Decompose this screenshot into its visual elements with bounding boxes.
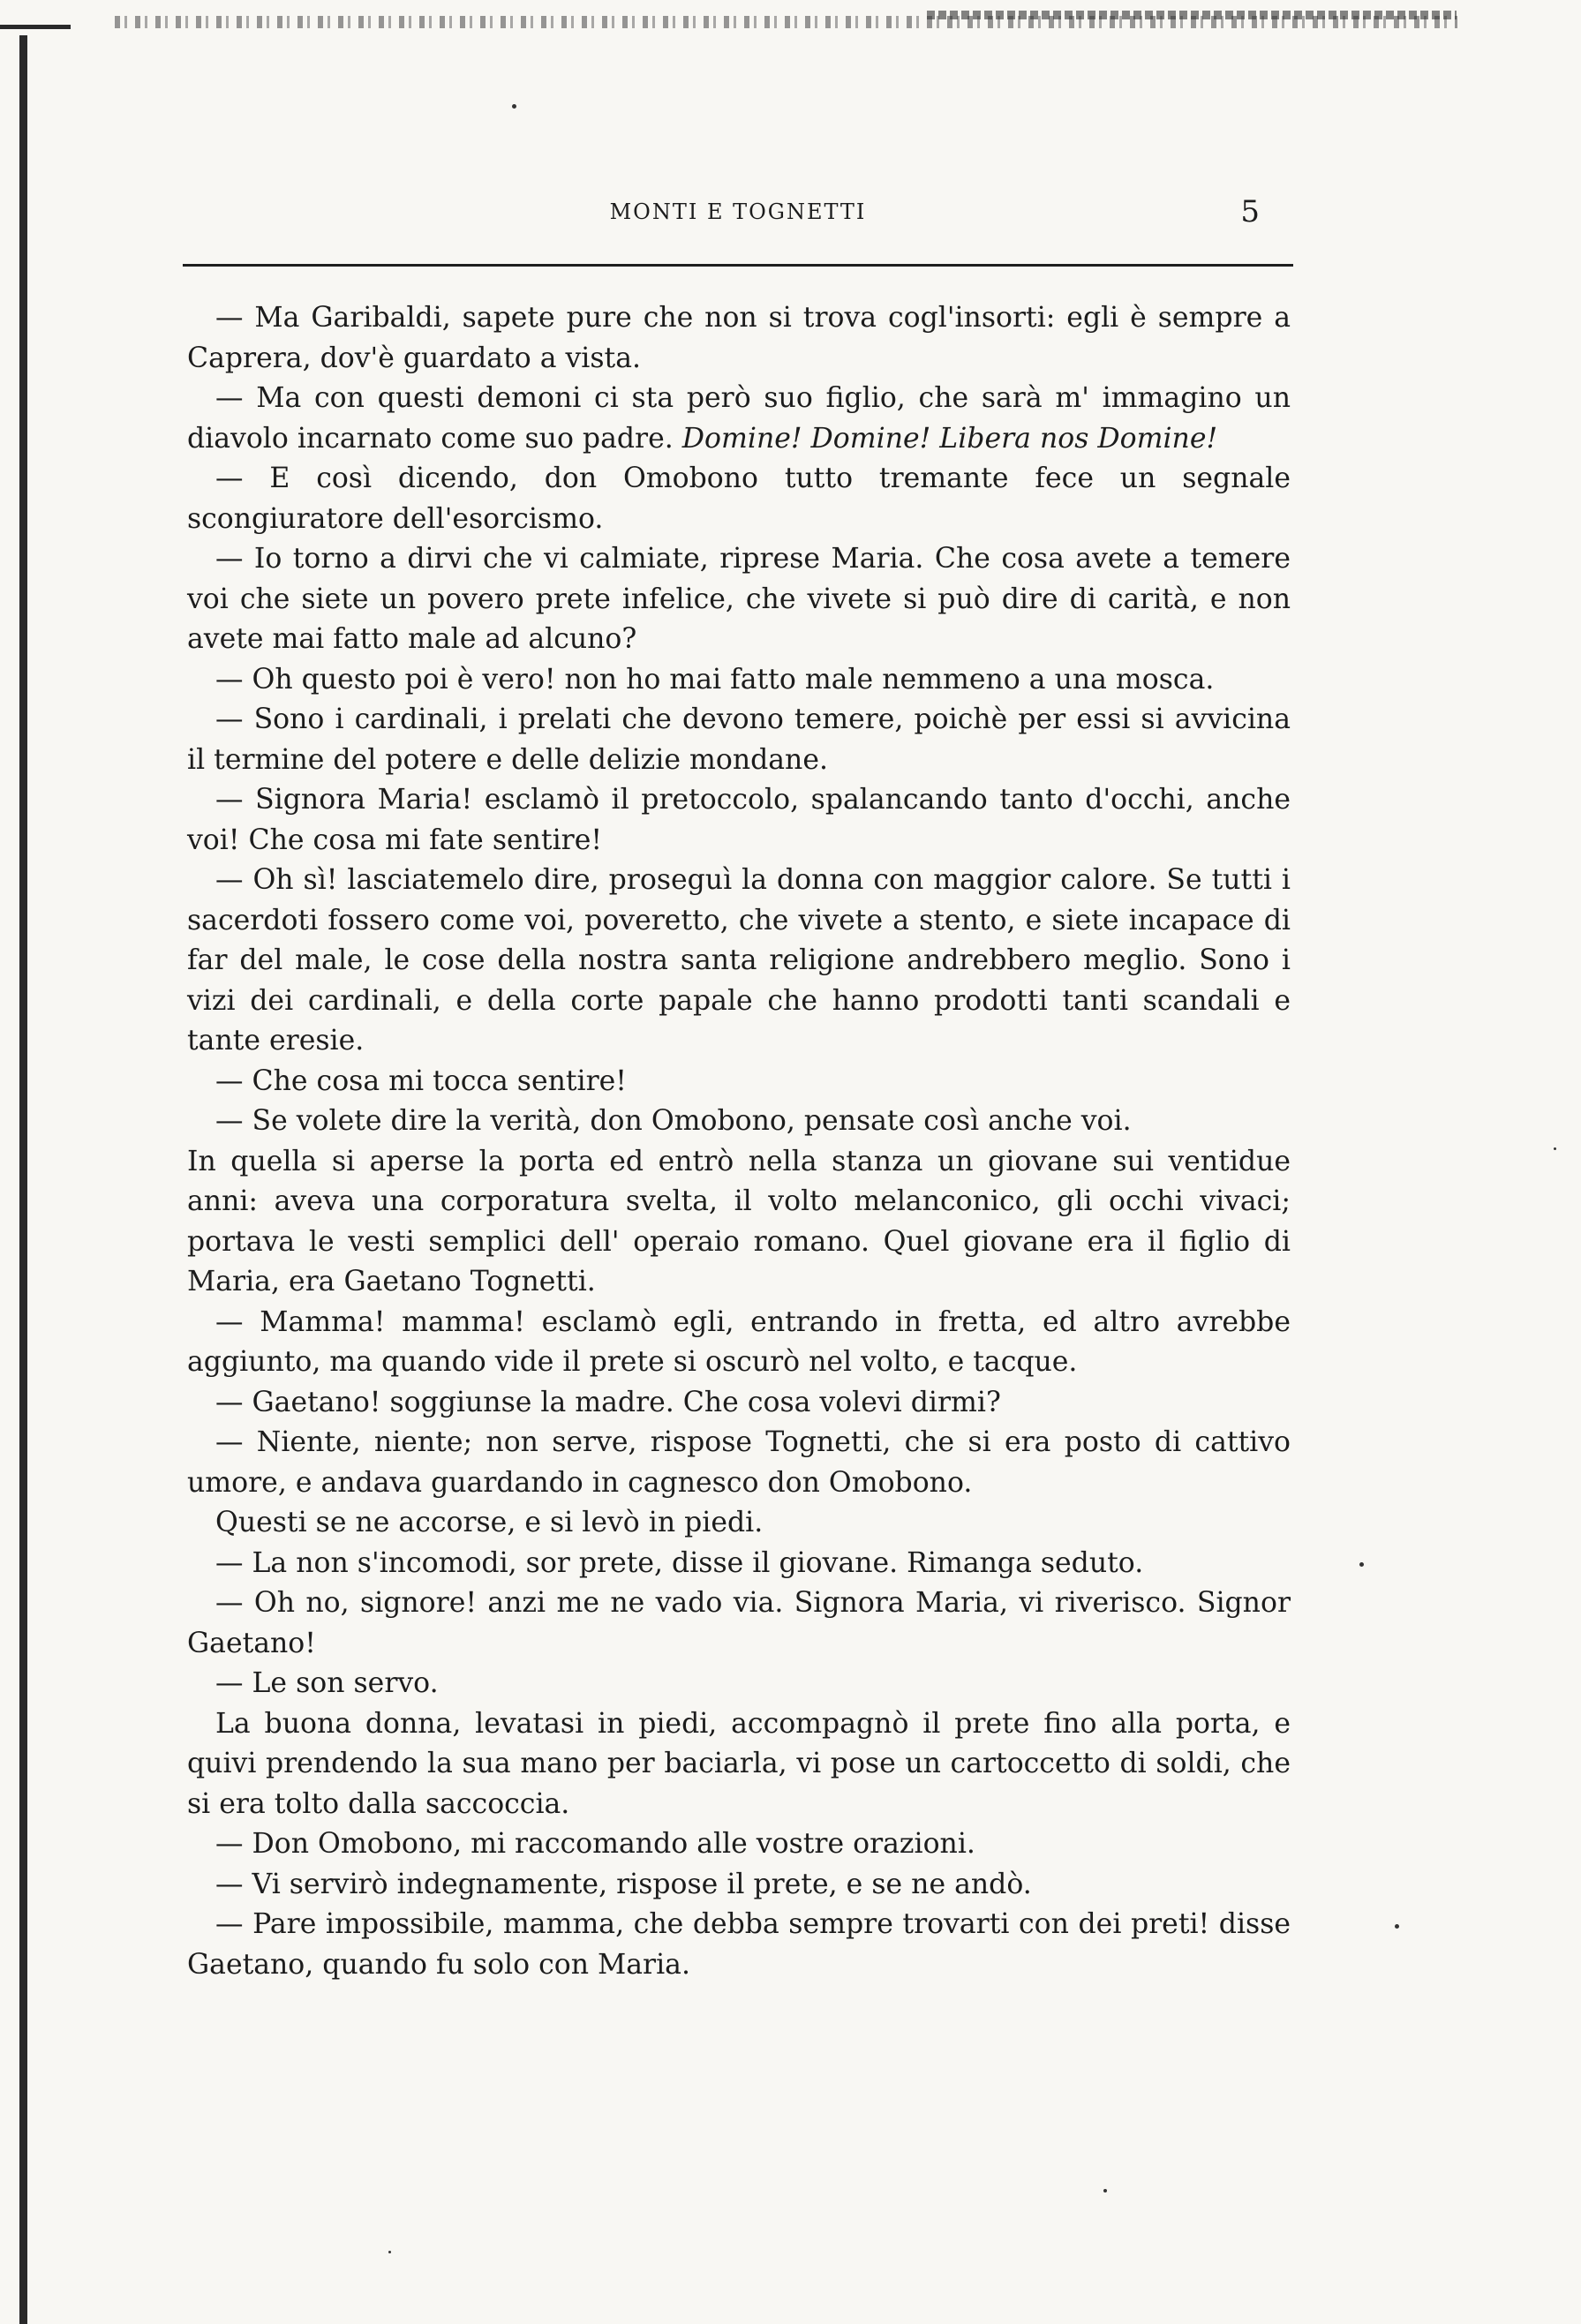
paragraph-17: — Oh no, signore! anzi me ne vado via. Signora Maria, vi riverisco. Signor Gaetano!	[187, 1587, 1291, 1659]
scan-speck	[1554, 1147, 1556, 1150]
binding-edge	[19, 35, 27, 2324]
scan-speck	[388, 2251, 391, 2253]
body-text	[187, 298, 1291, 2055]
paragraph-6: — Sono i cardinali, i prelati che devono temere, poichè per essi si avvicina il termine del potere e delle delizie mondane.	[187, 703, 1291, 776]
paragraph-5: — Oh questo poi è vero! non ho mai fatto male nemmeno a una mosca.	[215, 663, 1215, 696]
paragraph-22: — Pare impossibile, mamma, che debba sempre trovarti con dei preti! disse Gaetano, quando fu solo con Maria.	[187, 1908, 1291, 1981]
paragraph-2: — Ma con questi demoni ci sta però suo figlio, che sarà m' immagino un diavolo incarnato come suo padre. Domine! Domine! Libera nos Domine!	[187, 382, 1291, 455]
scan-speck	[1359, 1562, 1364, 1567]
paragraph-20: — Don Omobono, mi raccomando alle vostre orazioni.	[215, 1828, 975, 1860]
paragraph-18: — Le son servo.	[215, 1667, 439, 1699]
scan-speck	[512, 104, 516, 109]
paragraph-16: — La non s'incomodi, sor prete, disse il giovane. Rimanga seduto.	[215, 1546, 1144, 1579]
scan-speck	[1395, 1924, 1399, 1929]
paragraph-19: La buona donna, levatasi in piedi, accompagnò il prete fino alla porta, e quivi prendendo la sua mano per baciarla, vi pose un cartoccetto di soldi, che si era tolto dalla saccoccia.	[187, 1707, 1291, 1820]
paragraph-14: — Niente, niente; non serve, rispose Tognetti, che si era posto di cattivo umore, e andava guardando in cagnesco don Omobono.	[187, 1426, 1291, 1499]
paragraph-21: — Vi servirò indegnamente, rispose il prete, e se ne andò.	[215, 1868, 1032, 1900]
binding-edge-top	[0, 25, 71, 29]
paragraph-9: — Che cosa mi tocca sentire!	[215, 1064, 627, 1097]
paragraph-1: — Ma Garibaldi, sapete pure che non si trova cogl'insorti: egli è sempre a Caprera, dov'è guardato a vista.	[187, 302, 1291, 374]
paragraph-10: — Se volete dire la verità, don Omobono, pensate così anche voi.	[215, 1105, 1132, 1137]
paragraph-7: — Signora Maria! esclamò il pretoccolo, spalancando tanto d'occhi, anche voi! Che cosa mi fate sentire!	[187, 784, 1291, 856]
scan-edge-top-dark	[927, 11, 1457, 19]
paragraph-8: — Oh sì! lasciatemelo dire, proseguì la donna con maggior calore. Se tutti i sacerdoti fossero come voi, poveretto, che vivete a stento, e siete incapace di far del male, le cose della nostra santa religione andrebbero meglio. Sono i vizi dei cardinali, e della corte papale che hanno prodotti tanti scandali e tante eresie.	[187, 864, 1291, 1057]
running-head	[183, 196, 1293, 231]
paragraph-11: In quella si aperse la porta ed entrò nella stanza un giovane sui ventidue anni: aveva una corporatura svelta, il volto melanconico, gli occhi vivaci; portava le vesti semplici dell' operaio romano. Quel giovane era il figlio di Maria, era Gaetano Tognetti.	[187, 1145, 1291, 1297]
latin-invocation: Domine! Domine! Libera nos Domine!	[681, 422, 1218, 455]
paragraph-15: Questi se ne accorse, e si levò in piedi.	[215, 1507, 764, 1538]
running-title: MONTI E TOGNETTI	[609, 199, 867, 224]
page-number: 5	[1240, 194, 1260, 229]
paragraph-12: — Mamma! mamma! esclamò egli, entrando in fretta, ed altro avrebbe aggiunto, ma quando vide il prete si oscurò nel volto, e tacque.	[187, 1305, 1291, 1378]
scan-speck	[1103, 2189, 1107, 2192]
header-rule	[183, 264, 1293, 267]
paragraph-4: — Io torno a dirvi che vi calmiate, riprese Maria. Che cosa avete a temere voi che siete un povero prete infelice, che vivete si può dire di carità, e non avete mai fatto male ad alcuno?	[187, 543, 1291, 655]
paragraph-13: — Gaetano! soggiunse la madre. Che cosa volevi dirmi?	[215, 1386, 1001, 1418]
paragraph-3: — E così dicendo, don Omobono tutto tremante fece un segnale scongiuratore dell'esorcismo.	[187, 463, 1291, 535]
